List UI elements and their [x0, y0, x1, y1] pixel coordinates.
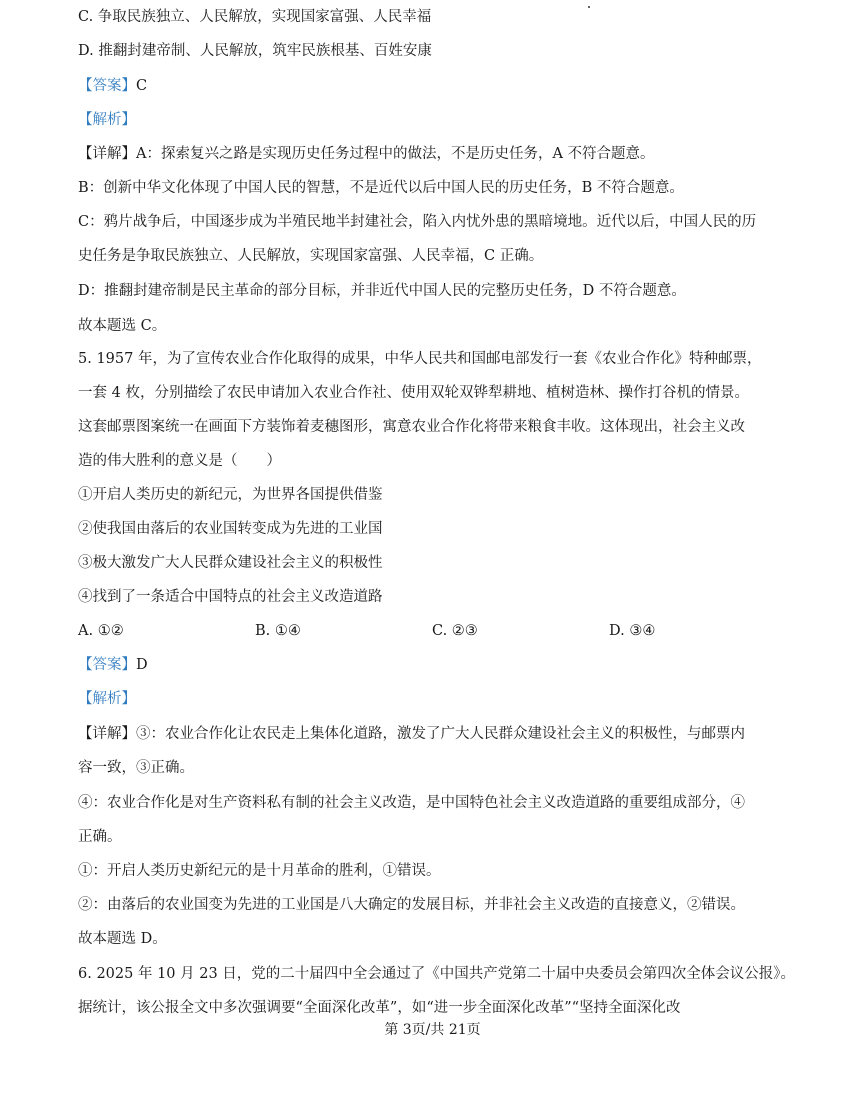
text-line: 故本题选 D。	[78, 931, 167, 947]
section-tag: 【答案】	[78, 657, 136, 673]
text-line: ①开启人类历史的新纪元，为世界各国提供借鉴	[78, 487, 383, 503]
text-line: 【详解】A：探索复兴之路是实现历史任务过程中的做法，不是历史任务，A 不符合题意。	[78, 146, 655, 162]
answer-options	[78, 621, 798, 641]
option-d: D. ③④	[609, 623, 656, 639]
text-line: ④找到了一条适合中国特点的社会主义改造道路	[78, 589, 383, 605]
section-tag: 【答案】	[78, 78, 136, 94]
text-line: D. 推翻封建帝制、人民解放，筑牢民族根基、百姓安康	[78, 43, 432, 59]
text-line: C. 争取民族独立、人民解放，实现国家富强、人民幸福	[78, 9, 432, 25]
text-line: 6. 2025 年 10 月 23 日，党的二十届四中全会通过了《中国共产党第二十届中央委员会第四次全体会议公报》。	[78, 966, 796, 982]
section-tag: 【解析】	[78, 691, 136, 707]
text-line: ②使我国由落后的农业国转变成为先进的工业国	[78, 521, 383, 537]
text-line: 一套 4 枚，分别描绘了农民申请加入农业合作社、使用双轮双铧犁耕地、植树造林、操作打谷机的情景。	[78, 385, 749, 401]
text-line: ①：开启人类历史新纪元的是十月革命的胜利，①错误。	[78, 863, 441, 879]
page-footer: 第 3页/共 21页	[384, 1022, 481, 1038]
text-line: C：鸦片战争后，中国逐步成为半殖民地半封建社会，陷入内忧外患的黑暗境地。近代以后，中国人民的历	[78, 214, 757, 230]
text-line: 造的伟大胜利的意义是（ ）	[78, 453, 281, 469]
option-a: A. ①②	[78, 623, 124, 639]
text-line: ③极大激发广大人民群众建设社会主义的积极性	[78, 555, 383, 571]
text-line: 容一致，③正确。	[78, 760, 194, 776]
text-line	[78, 689, 798, 709]
text-line: 这套邮票图案统一在画面下方装饰着麦穗图形，寓意农业合作化将带来粮食丰收。这体现出，社会主义改	[78, 419, 745, 435]
text-line	[78, 110, 798, 130]
text-line: 【答案】C	[78, 78, 148, 94]
text-line: B：创新中华文化体现了中国人民的智慧，不是近代以后中国人民的历史任务，B 不符合题意。	[78, 180, 684, 196]
text-line: 【详解】③：农业合作化让农民走上集体化道路，激发了广大人民群众建设社会主义的积极性，与邮票内	[78, 726, 745, 742]
text-line: 据统计，该公报全文中多次强调要“全面深化改革”，如“进一步全面深化改革”“坚持全面深化改	[78, 1000, 681, 1016]
option-c: C. ②③	[432, 623, 478, 639]
text-line: 5. 1957 年，为了宣传农业合作化取得的成果，中华人民共和国邮电部发行一套《农业合作化》特种邮票，	[78, 351, 762, 367]
text-line: ④：农业合作化是对生产资料私有制的社会主义改造，是中国特色社会主义改造道路的重要组成部分，④	[78, 795, 745, 811]
text-line: ②：由落后的农业国变为先进的工业国是八大确定的发展目标，并非社会主义改造的直接意义，②错误。	[78, 897, 745, 913]
section-tag: 【解析】	[78, 112, 136, 128]
text-line: 正确。	[78, 829, 122, 845]
text-line: D：推翻封建帝制是民主革命的部分目标，并非近代中国人民的完整历史任务，D 不符合题意。	[78, 283, 686, 299]
option-b: B. ①④	[255, 623, 301, 639]
text-line: 史任务是争取民族独立、人民解放，实现国家富强、人民幸福，C 正确。	[78, 248, 544, 264]
text-line: 故本题选 C。	[78, 318, 167, 334]
text-line: 【答案】D	[78, 657, 148, 673]
